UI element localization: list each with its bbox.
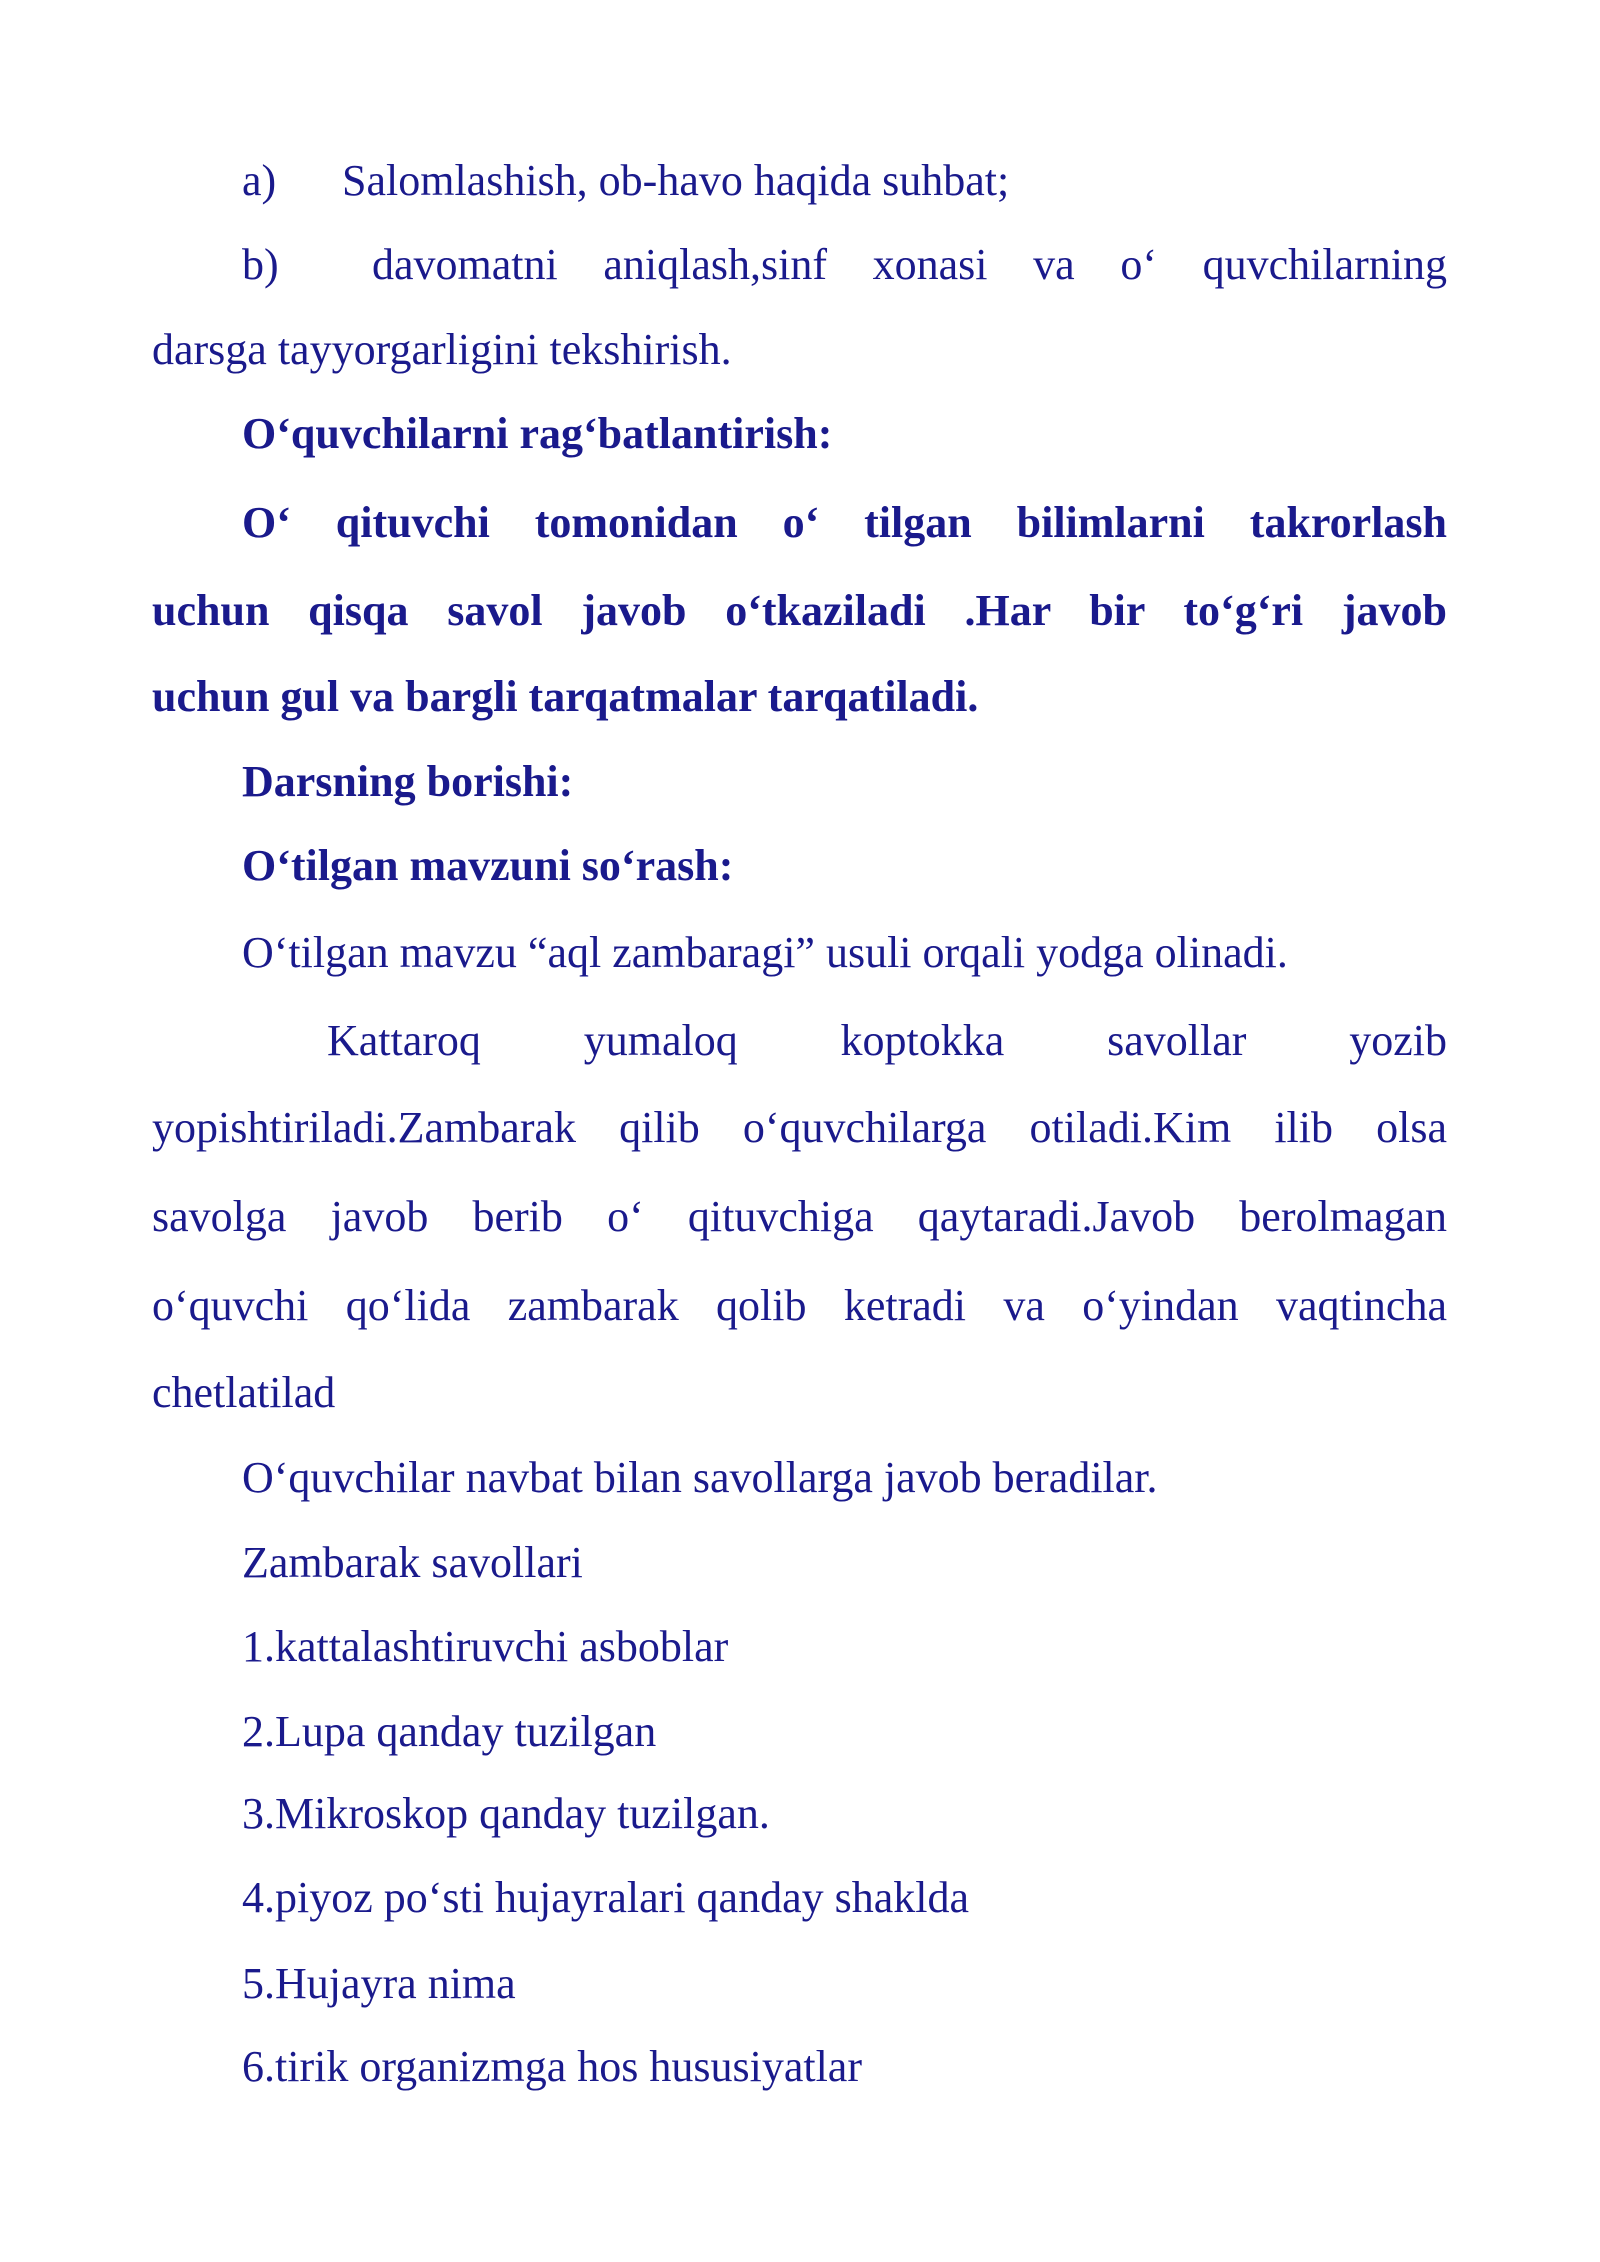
paragraph-line: oʻquvchi qoʻlida zambarak qolib ketradi va oʻyindan vaqtincha [152, 1281, 1447, 1330]
paragraph-line: savolga javob berib oʻ qituvchiga qaytaradi.Javob berolmagan [152, 1192, 1447, 1241]
paragraph-line: yopishtiriladi.Zambarak qilib oʻquvchilarga otiladi.Kim ilib olsa [152, 1103, 1447, 1152]
list-item-a [242, 155, 1447, 207]
paragraph-line: uchun qisqa savol javob oʻtkaziladi .Har bir toʻgʻri javob [152, 586, 1447, 635]
paragraph-line: uchun gul va bargli tarqatmalar tarqatiladi. [152, 672, 979, 721]
document-page [152, 0, 1447, 2262]
question-item: 5.Hujayra nima [242, 1959, 516, 2008]
section-heading-review: Oʻtilgan mavzuni soʻrash: [242, 841, 734, 890]
paragraph-line: chetlatilad [152, 1368, 336, 1417]
question-item: 2.Lupa qanday tuzilgan [242, 1707, 657, 1756]
list-marker-a: a) [242, 156, 277, 205]
paragraph-line: Oʻ qituvchi tomonidan oʻ tilgan bilimlarni takrorlash [242, 498, 1447, 547]
question-item: 1.kattalashtiruvchi asboblar [242, 1622, 729, 1671]
question-item: 3.Mikroskop qanday tuzilgan. [242, 1789, 770, 1838]
section-heading-lesson-flow: Darsning borishi: [242, 757, 574, 806]
list-marker-b: b) [242, 240, 279, 289]
question-item: 6.tirik organizmga hos hususiyatlar [242, 2042, 862, 2091]
questions-heading: Zambarak savollari [242, 1538, 583, 1587]
list-item-b [242, 239, 1447, 291]
section-heading-motivation: Oʻquvchilarni ragʻbatlantirish: [242, 409, 833, 458]
list-text-b: davomatni aniqlash,sinf xonasi va oʻ quvchilarning [372, 240, 1447, 289]
paragraph-line: Oʻquvchilar navbat bilan savollarga javob beradilar. [242, 1453, 1158, 1502]
paragraph-line: Oʻtilgan mavzu “aql zambaragi” usuli orqali yodga olinadi. [242, 928, 1288, 977]
paragraph-line: darsga tayyorgarligini tekshirish. [152, 325, 732, 374]
list-text-a: Salomlashish, ob-havo haqida suhbat; [342, 156, 1010, 205]
paragraph-line: Kattaroq yumaloq koptokka savollar yozib [327, 1016, 1447, 1065]
question-item: 4.piyoz poʻsti hujayralari qanday shaklda [242, 1873, 970, 1922]
